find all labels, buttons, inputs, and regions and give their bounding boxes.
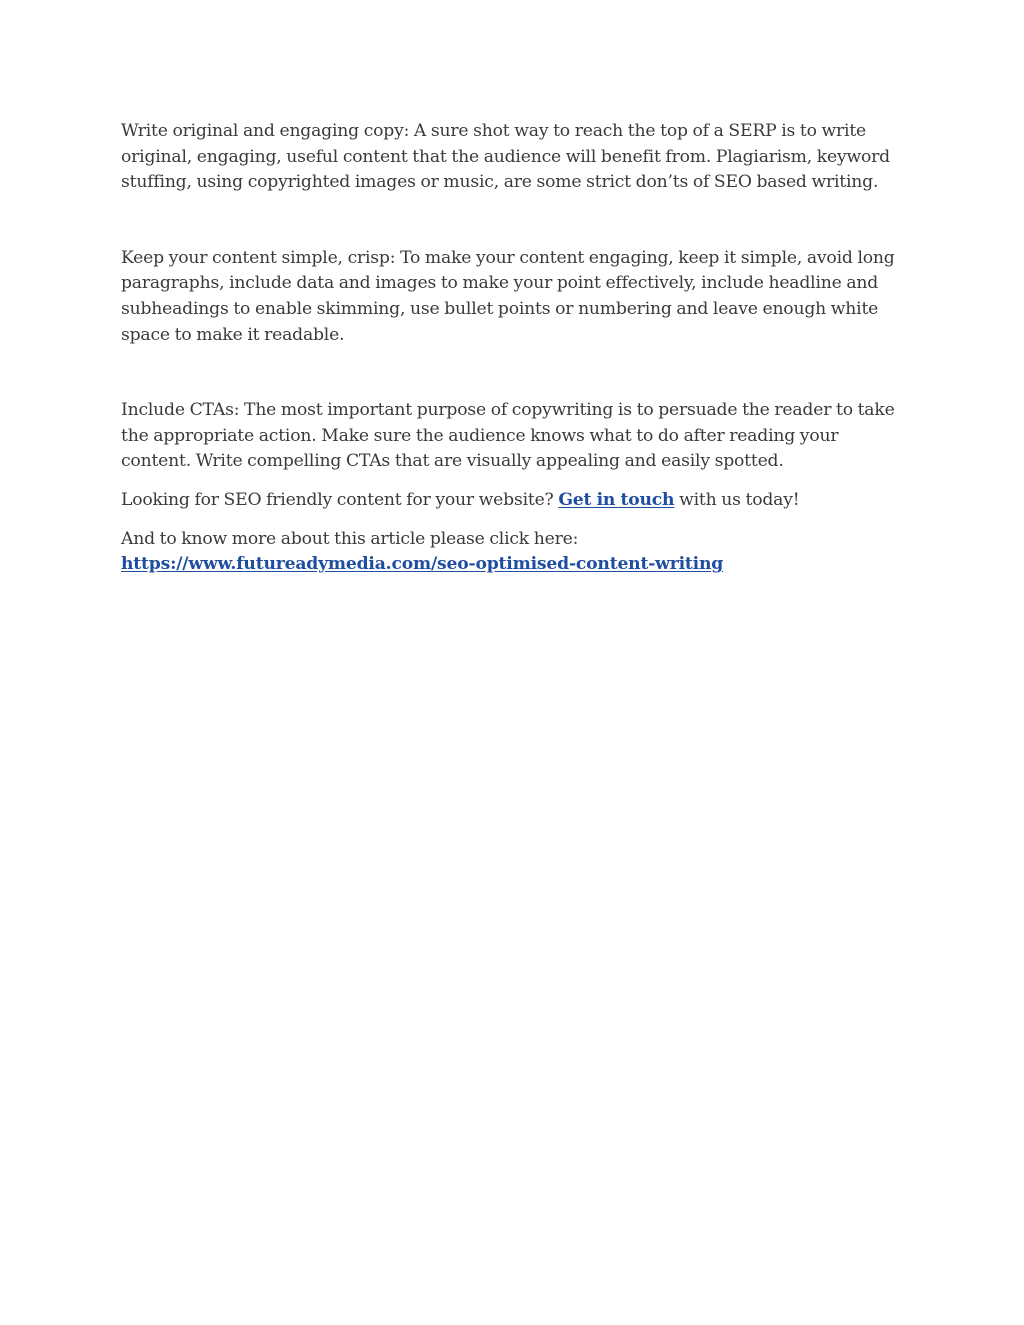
contact-cta-prefix: Looking for SEO friendly content for your website?	[121, 489, 554, 510]
paragraph-contact-cta	[121, 488, 911, 514]
more-info-prefix: And to know more about this article please click here:	[121, 528, 579, 549]
document-body	[121, 119, 911, 578]
get-in-touch-link[interactable]: Get in touch	[558, 489, 675, 510]
contact-cta-suffix: with us today!	[679, 489, 800, 510]
paragraph-include-ctas: Include CTAs: The most important purpose of copywriting is to persuade the reader to take the appropriate action. Make sure the audience knows what to do after reading your content. Write compelling CTAs that are visually appealing and easily spotted.	[121, 400, 895, 472]
paragraph-more-info	[121, 527, 911, 578]
article-url-link[interactable]: https://www.futureadymedia.com/seo-optimised-content-writing	[121, 554, 724, 575]
paragraph-original-copy: Write original and engaging copy: A sure shot way to reach the top of a SERP is to write original, engaging, useful content that the audience will benefit from. Plagiarism, keyword stuffing, using copyrighted images or music, are some strict don’ts of SEO based writing.	[121, 121, 890, 193]
paragraph-simple-content: Keep your content simple, crisp: To make your content engaging, keep it simple, avoid long paragraphs, include data and images to make your point effectively, include headline and subheadings to enable skimming, use bullet points or numbering and leave enough white space to make it readable.	[121, 247, 895, 345]
